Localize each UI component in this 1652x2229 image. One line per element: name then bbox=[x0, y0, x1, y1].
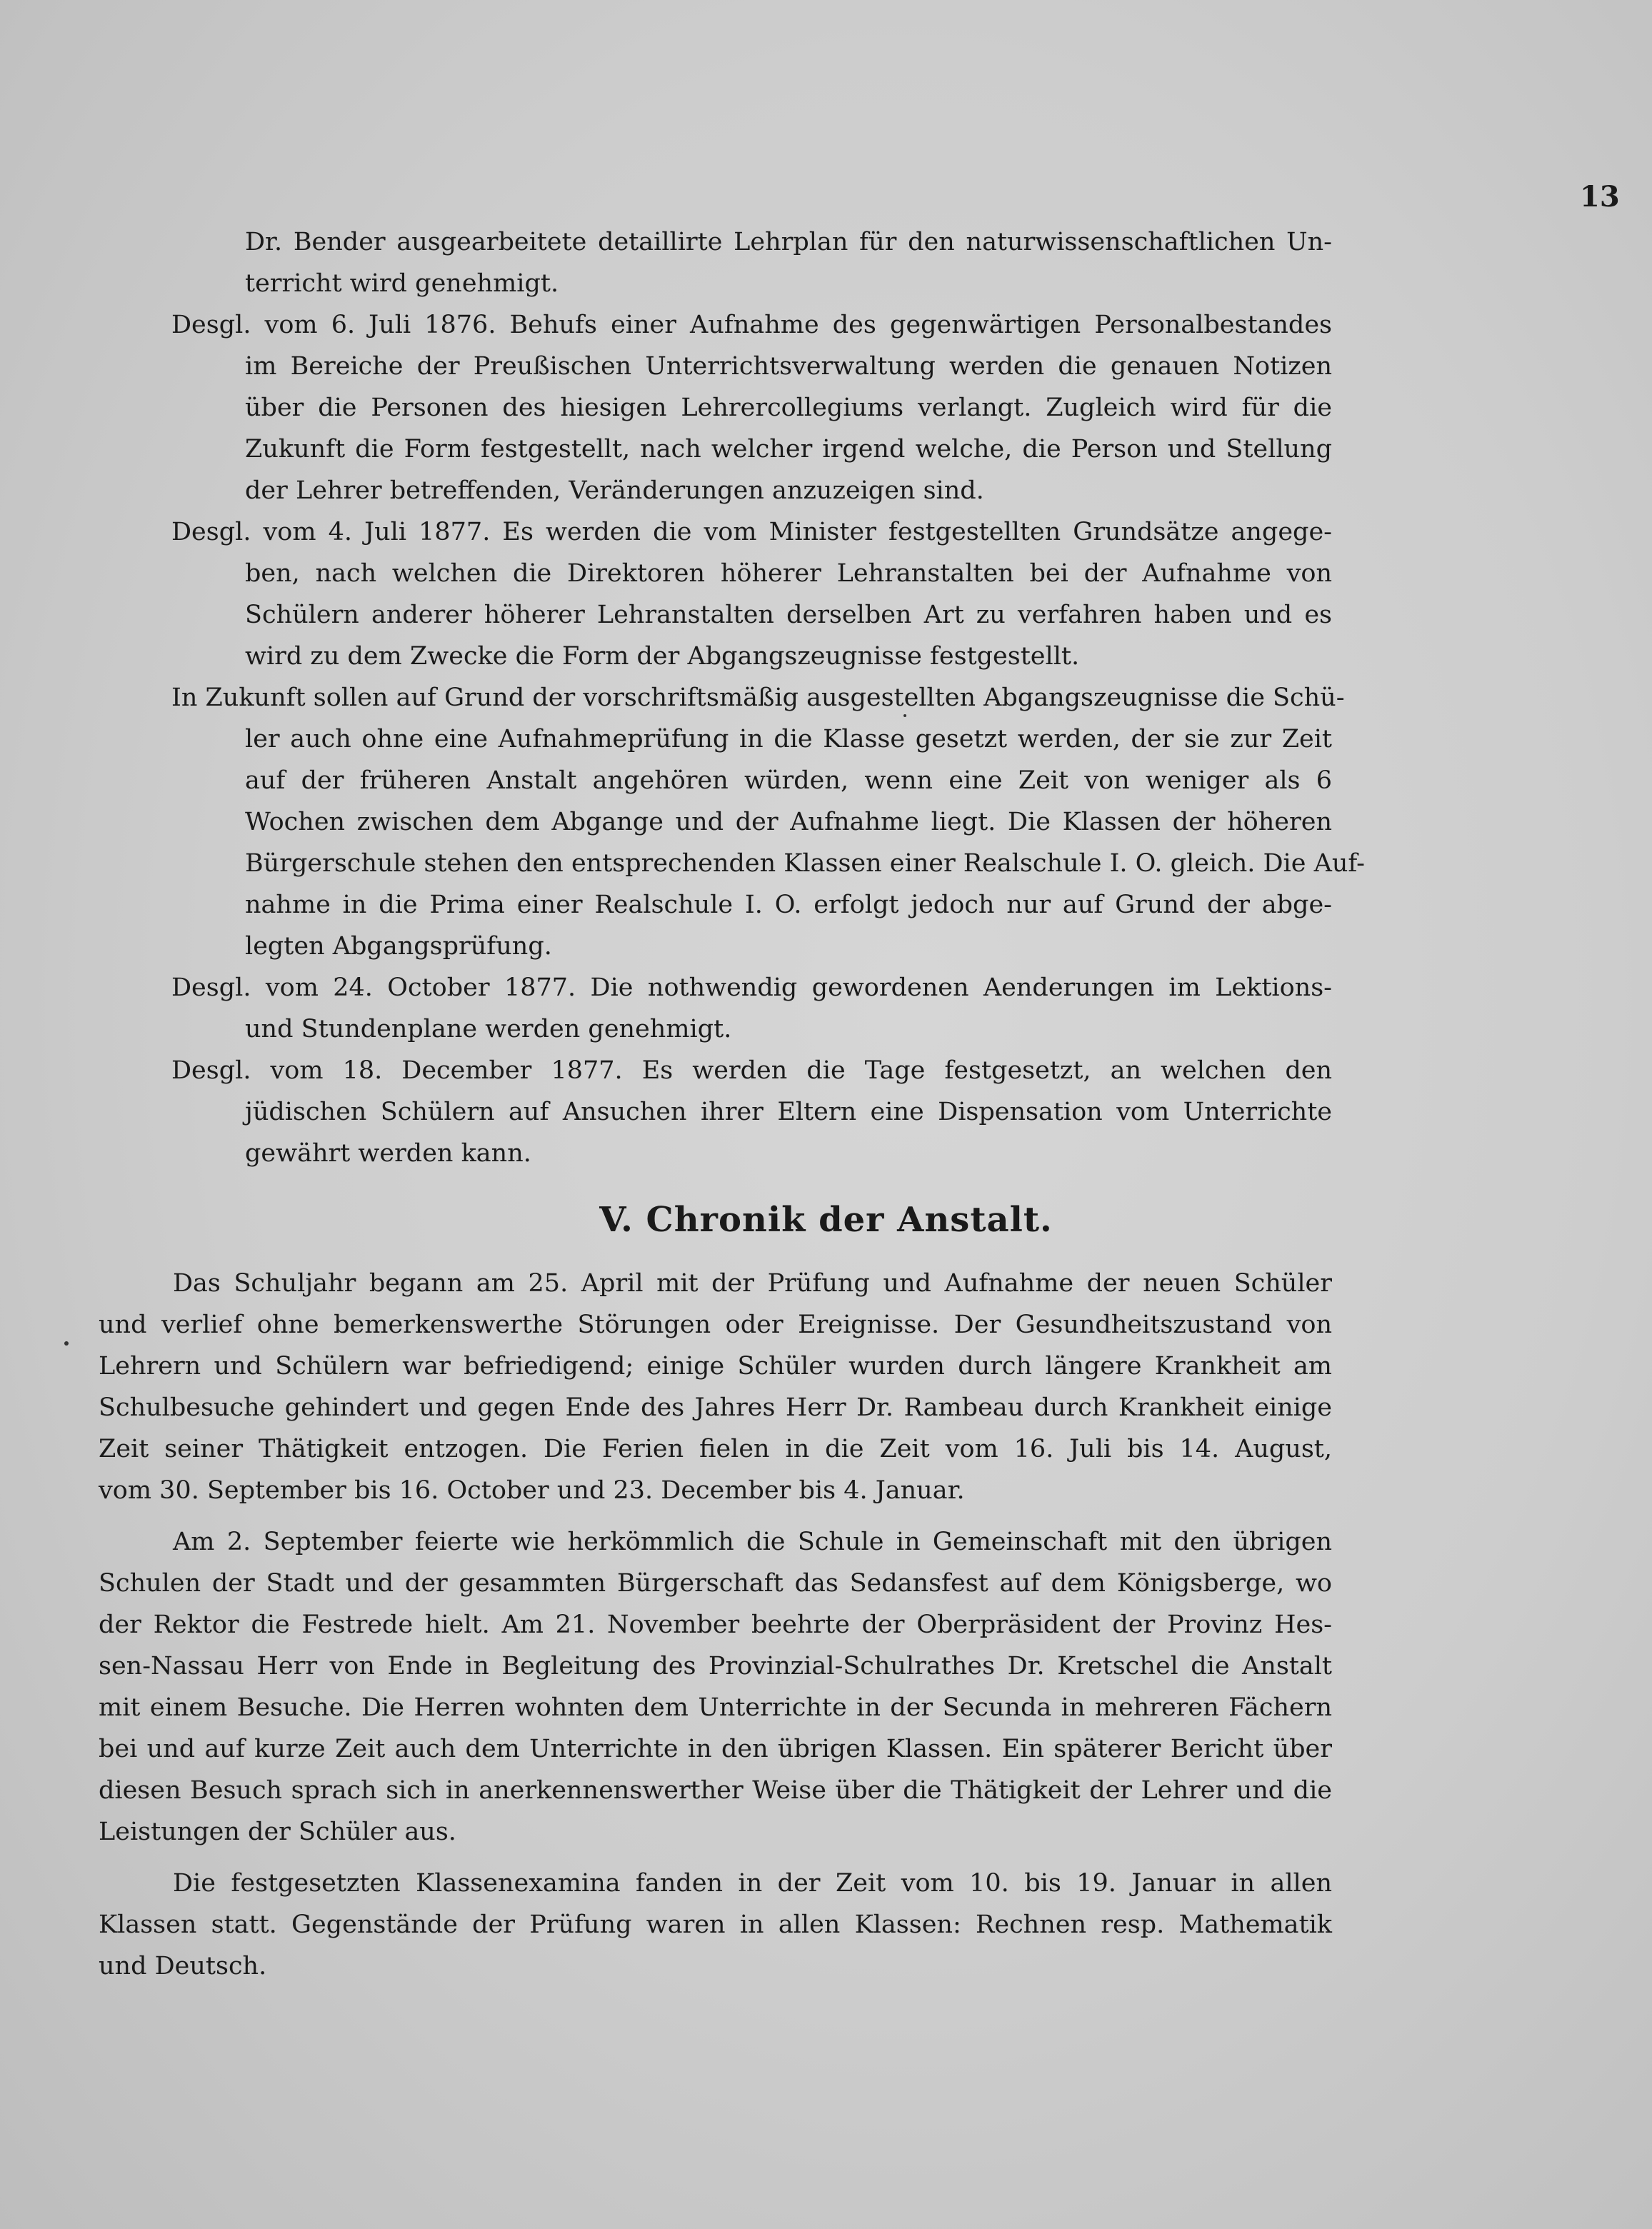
text-line: der Lehrer betreffenden, Veränderungen anzuzeigen sind. bbox=[245, 476, 984, 505]
text-line: terricht wird genehmigt. bbox=[245, 269, 559, 298]
chronik-paragraph-2 bbox=[99, 1521, 1332, 1853]
text-line: Desgl. vom 24. October 1877. Die nothwendig gewordenen Aenderungen im Lektions- bbox=[171, 973, 1332, 1002]
text-line: Schulbesuche gehindert und gegen Ende des Jahres Herr Dr. Rambeau durch Krankheit einige bbox=[99, 1393, 1332, 1422]
text-line: und Deutsch. bbox=[99, 1952, 267, 1980]
text-line: Das Schuljahr begann am 25. April mit der Prüfung und Aufnahme der neuen Schüler bbox=[173, 1269, 1332, 1298]
text-line: auf der früheren Anstalt angehören würden, wenn eine Zeit von weniger als 6 bbox=[245, 766, 1332, 795]
text-line: Leistungen der Schüler aus. bbox=[99, 1818, 456, 1846]
text-line: vom 30. September bis 16. October und 23. December bis 4. Januar. bbox=[99, 1476, 965, 1505]
page-number: 13 bbox=[1580, 180, 1620, 214]
text-line: wird zu dem Zwecke die Form der Abgangszeugnisse festgestellt. bbox=[245, 642, 1080, 671]
text-line: legten Abgangsprüfung. bbox=[245, 932, 552, 961]
text-line: mit einem Besuche. Die Herren wohnten dem Unterrichte in der Secunda in mehreren Fächern bbox=[99, 1693, 1332, 1722]
text-line: der Rektor die Festrede hielt. Am 21. November beehrte der Oberpräsident der Provinz Hes- bbox=[99, 1611, 1332, 1639]
text-line: über die Personen des hiesigen Lehrercollegiums verlangt. Zugleich wird für die bbox=[245, 394, 1332, 422]
text-line: Dr. Bender ausgearbeitete detaillirte Lehrplan für den naturwissenschaftlichen Un- bbox=[245, 228, 1332, 256]
text-line: Die festgesetzten Klassenexamina fanden in der Zeit vom 10. bis 19. Januar in allen bbox=[173, 1869, 1332, 1898]
text-line: Zeit seiner Thätigkeit entzogen. Die Ferien fielen in die Zeit vom 16. Juli bis 14. August, bbox=[99, 1435, 1332, 1463]
text-line: Zukunft die Form festgestellt, nach welcher irgend welche, die Person und Stellung bbox=[245, 435, 1332, 464]
text-line: Desgl. vom 4. Juli 1877. Es werden die vom Minister festgestellten Grundsätze angege- bbox=[171, 518, 1332, 546]
chronik-paragraph-3 bbox=[99, 1863, 1332, 1987]
chronik-section bbox=[99, 1263, 1332, 1987]
text-line: nahme in die Prima einer Realschule I. O. erfolgt jedoch nur auf Grund der abge- bbox=[245, 891, 1332, 919]
text-line: im Bereiche der Preußischen Unterrichtsverwaltung werden die genauen Notizen bbox=[245, 352, 1332, 381]
text-line: Lehrern und Schülern war befriedigend; einige Schüler wurden durch längere Krankheit am bbox=[99, 1352, 1332, 1381]
text-line: Am 2. September feierte wie herkömmlich die Schule in Gemeinschaft mit den übrigen bbox=[173, 1528, 1332, 1556]
text-line: Desgl. vom 6. Juli 1876. Behufs einer Aufnahme des gegenwärtigen Personalbestandes bbox=[171, 311, 1332, 339]
text-line: bei und auf kurze Zeit auch dem Unterrichte in den übrigen Klassen. Ein späterer Bericht über bbox=[99, 1735, 1332, 1763]
text-line: In Zukunft sollen auf Grund der vorschriftsmäßig ausgestellten Abgangszeugnisse die Schü- bbox=[171, 683, 1345, 712]
ink-speck bbox=[903, 714, 906, 717]
text-line: und verlief ohne bemerkenswerthe Störungen oder Ereignisse. Der Gesundheitszustand von bbox=[99, 1311, 1332, 1339]
text-line: ben, nach welchen die Direktoren höherer Lehranstalten bei der Aufnahme von bbox=[245, 559, 1332, 588]
text-line: ler auch ohne eine Aufnahmeprüfung in die Klasse gesetzt werden, der sie zur Zeit bbox=[245, 725, 1332, 753]
text-line: Bürgerschule stehen den entsprechenden Klassen einer Realschule I. O. gleich. Die Auf- bbox=[245, 849, 1365, 878]
ink-speck bbox=[64, 1341, 69, 1346]
text-line: Schülern anderer höherer Lehranstalten derselben Art zu verfahren haben und es bbox=[245, 601, 1332, 629]
text-line: und Stundenplane werden genehmigt. bbox=[245, 1015, 732, 1043]
text-line: Schulen der Stadt und der gesammten Bürgerschaft das Sedansfest auf dem Königsberge, wo bbox=[99, 1569, 1332, 1598]
text-line: Wochen zwischen dem Abgange und der Aufnahme liegt. Die Klassen der höheren bbox=[245, 808, 1332, 836]
text-line: sen-Nassau Herr von Ende in Begleitung des Provinzial-Schulrathes Dr. Kretschel die Anstalt bbox=[99, 1652, 1332, 1680]
text-line: Klassen statt. Gegenstände der Prüfung waren in allen Klassen: Rechnen resp. Mathematik bbox=[99, 1910, 1332, 1939]
decrees-section bbox=[171, 221, 1365, 1174]
text-line: jüdischen Schülern auf Ansuchen ihrer Eltern eine Dispensation vom Unterrichte bbox=[245, 1098, 1332, 1126]
chronik-paragraph-1 bbox=[99, 1263, 1332, 1511]
text-line: gewährt werden kann. bbox=[245, 1139, 531, 1168]
section-heading: V. Chronik der Anstalt. bbox=[599, 1200, 1053, 1240]
text-line: Desgl. vom 18. December 1877. Es werden die Tage festgesetzt, an welchen den bbox=[171, 1056, 1332, 1085]
text-line: diesen Besuch sprach sich in anerkennenswerther Weise über die Thätigkeit der Lehrer und die bbox=[99, 1776, 1332, 1805]
